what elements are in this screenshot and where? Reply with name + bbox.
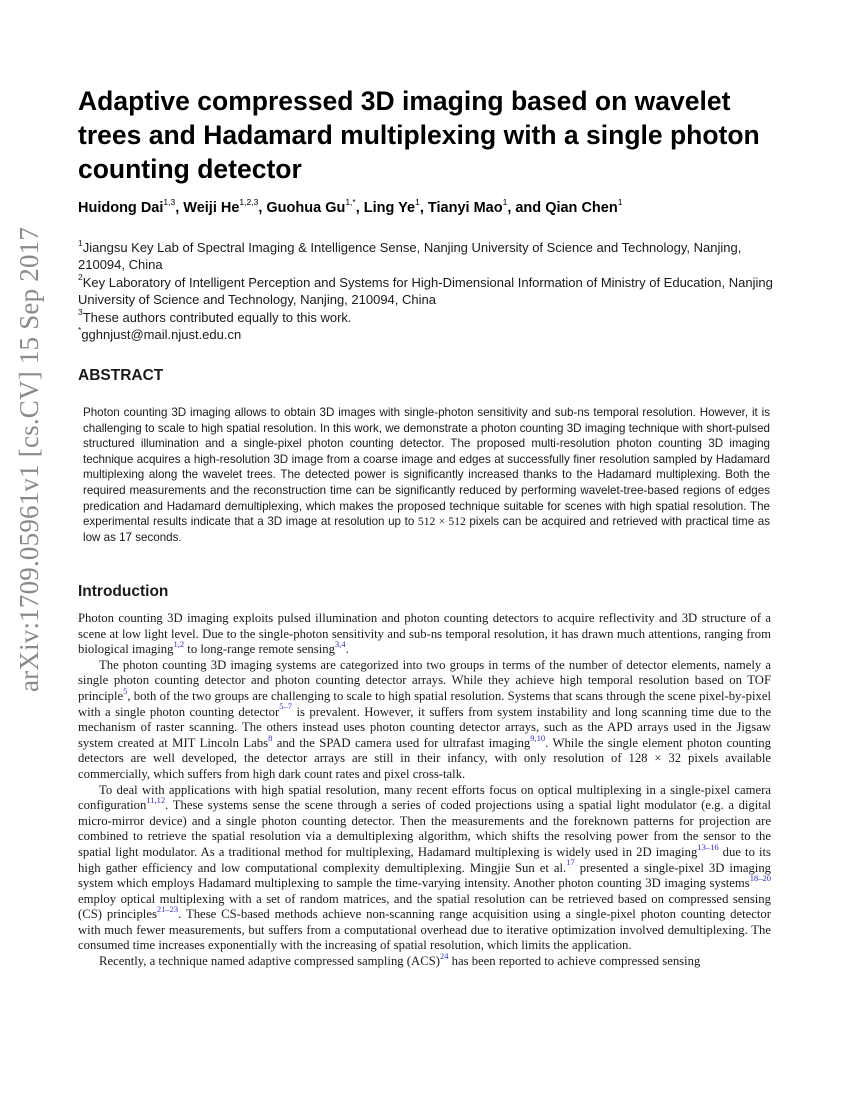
author-name: Guohua Gu xyxy=(266,200,346,216)
affiliation-line xyxy=(78,326,778,343)
affiliation-mark: 3 xyxy=(78,307,83,318)
paragraph-text: . These systems sense the scene through a series of coded projections using a spatial light modulator (e.g. a digital micro-mirror device) and a single photon counting detector. Then the measurements and the foreknown patterns for projection are combined to retrieve the spatial resolution via a demultiplexing algorithm, which shifts the resolving power from the sensor to the spatial light modulator. As a traditional method for multiplexing, Hadamard multiplexing is widely used in 2D imaging xyxy=(78,798,771,859)
citation-link[interactable]: 5–7 xyxy=(279,701,293,712)
intro-paragraph-4 xyxy=(78,950,771,970)
author-separator: , and xyxy=(507,200,546,216)
author-name: Tianyi Mao xyxy=(427,200,503,216)
paragraph-text: Photon counting 3D imaging exploits pulsed illumination and photon counting detectors to acquire reflectivity and 3D structure of a scene at low light level. Due to the single-photon sensitivity and sub-ns temporal resolution, it has drawn much attentions, ranging from biological imaging xyxy=(78,611,771,657)
paragraph-text: . xyxy=(345,642,349,657)
abstract-math: 512 × 512 xyxy=(417,515,466,529)
author-name: Ling Ye xyxy=(363,200,416,216)
intro-paragraph-3 xyxy=(78,783,771,955)
paragraph-text: to long-range remote sensing xyxy=(184,642,335,657)
citation-link[interactable]: 17 xyxy=(566,857,575,868)
intro-paragraph-2 xyxy=(78,658,771,783)
author-affiliation-mark: 1 xyxy=(415,197,420,208)
citation-link[interactable]: 8 xyxy=(268,732,273,743)
affiliation-mark: * xyxy=(78,324,82,335)
paragraph-text: is prevalent. However, it suffers from system instability and long scanning time due to the mechanism of raster scanning. The others instead uses photon counting detector arrays, such as the APD arrays used in the Jigsaw system created at MIT Lincoln Labs xyxy=(78,704,772,750)
paragraph-text: and the SPAD camera used for ultrafast imaging xyxy=(272,735,531,750)
affiliation-text: Jiangsu Key Lab of Spectral Imaging & Intelligence Sense, Nanjing University of Science and Technology, Nanjing, 210094, China xyxy=(78,240,742,273)
abstract-heading: ABSTRACT xyxy=(78,367,164,384)
citation-link[interactable]: 18–20 xyxy=(749,872,771,883)
introduction-body xyxy=(78,611,771,970)
paragraph-text: employ optical multiplexing with a set of random matrices, and the spatial resolution can be retrieved based on compressed sensing (CS) principles xyxy=(78,891,771,922)
affiliation-line xyxy=(78,239,778,274)
paragraph-text: . These CS-based methods achieve non-scanning range acquisition using a single-pixel photon counting detector with much fewer measurements, but suffers from a computational overhead due to iterative optimization involved demultiplexing. The consumed time increases exponentially with the increasing of spatial resolution, which limits the application. xyxy=(78,907,771,953)
affiliation-text: These authors contributed equally to this work. xyxy=(82,309,352,325)
affiliation-text: Key Laboratory of Intelligent Perception and Systems for High-Dimensional Information of Ministry of Education, Nanjing University of Science and Technology, Nanjing, 210094, China xyxy=(78,274,773,308)
author-affiliation-mark: 1 xyxy=(502,197,508,208)
introduction-heading: Introduction xyxy=(78,583,169,600)
author-separator: , xyxy=(355,200,364,216)
author-name: Qian Chen xyxy=(545,200,618,216)
author-affiliation-mark: 1,2,3 xyxy=(239,197,259,208)
citation-link[interactable]: 11,12 xyxy=(146,794,166,805)
paper-title: Adaptive compressed 3D imaging based on wavelet trees and Hadamard multiplexing with a single photon counting detector xyxy=(78,86,760,184)
author-separator: , xyxy=(175,200,184,216)
citation-link[interactable]: 9,10 xyxy=(530,732,546,743)
author-separator: , xyxy=(419,200,428,216)
affiliation-mark: 2 xyxy=(78,272,83,283)
author-list xyxy=(78,197,623,216)
author-name: Weiji He xyxy=(183,200,240,216)
citation-link[interactable]: 3,4 xyxy=(334,638,346,649)
author-name: Huidong Dai xyxy=(78,200,164,216)
affiliations xyxy=(78,239,778,343)
citation-link[interactable]: 21–23 xyxy=(156,904,179,915)
paragraph-text: presented a single-pixel 3D imaging system which employs Hadamard multiplexing to sample the time-varying intensity. Another photon counting 3D imaging systems xyxy=(78,860,772,891)
paragraph-text: , both of the two groups are challenging to scale to high spatial resolution. Systems that scans through the scene pixel-by-pixel with a single photon counting detector xyxy=(78,688,771,719)
intro-paragraph-1 xyxy=(78,611,771,658)
arxiv-identifier-stamp: arXiv:1709.05961v1 [cs.CV] 15 Sep 2017 xyxy=(14,226,44,692)
citation-link[interactable]: 1,2 xyxy=(173,638,185,649)
abstract-body xyxy=(83,405,770,545)
paragraph-text: To deal with applications with high spatial resolution, many recent efforts focus on optical multiplexing in a single-pixel camera configuration xyxy=(78,782,771,813)
author-affiliation-mark: 1,* xyxy=(345,197,356,208)
citation-link[interactable]: 5 xyxy=(123,685,128,696)
abstract-text: Photon counting 3D imaging allows to obtain 3D images with single-photon sensitivity and sub-ns temporal resolution. However, it is challenging to scale to high spatial resolution. In this work, we demonstrate a photon counting 3D imaging technique with short-pulsed structured illumination and a single-pixel photon counting detector. The proposed multi-resolution photon counting 3D imaging technique acquires a high-resolution 3D image from a coarse image and edges at successfully finer resolution sampled by Hadamard multiplexing along the wavelet trees. The detected power is significantly increased thanks to the Hadamard multiplexing. Both the required measurements and the reconstruction time can be significantly reduced by performing wavelet-tree-based regions of edges predication and Hadamard demultiplexing, which makes the proposed technique suitable for scenes with high spatial resolution. The experimental results indicate that a 3D image at resolution up to xyxy=(83,406,770,529)
author-affiliation-mark: 1 xyxy=(617,197,623,208)
paragraph-text: has been reported to achieve compressed sensing xyxy=(448,954,701,969)
corresponding-email[interactable]: gghnjust@mail.njust.edu.cn xyxy=(81,327,242,343)
affiliation-line xyxy=(78,274,778,309)
paragraph-text: The photon counting 3D imaging systems are categorized into two groups in terms of the number of detector elements, namely a single photon counting detector and photon counting detector arrays. While they achieve high temporal resolution based on TOF principle xyxy=(78,657,771,703)
author-affiliation-mark: 1,3 xyxy=(163,197,176,208)
paragraph-text: Recently, a technique named adaptive compressed sampling (ACS) xyxy=(99,954,440,969)
affiliation-line xyxy=(78,309,778,326)
paragraph-text: . While the single element photon counting detectors are well developed, the detector arrays are still in their infancy, with only resolution of 128 × 32 pixels available commercially, which suffers from high dark count rates and pixel cross-talk. xyxy=(78,735,771,781)
citation-link[interactable]: 13–16 xyxy=(697,841,719,852)
citation-link[interactable]: 24 xyxy=(439,950,449,961)
abstract-tail: pixels can be acquired and retrieved with practical time as low as 17 seconds. xyxy=(83,515,770,544)
paragraph-text: due to its high gather efficiency and low computational complexity demultiplexing. Mingjie Sun et al. xyxy=(78,844,771,875)
affiliation-mark: 1 xyxy=(78,237,83,248)
author-separator: , xyxy=(258,200,267,216)
